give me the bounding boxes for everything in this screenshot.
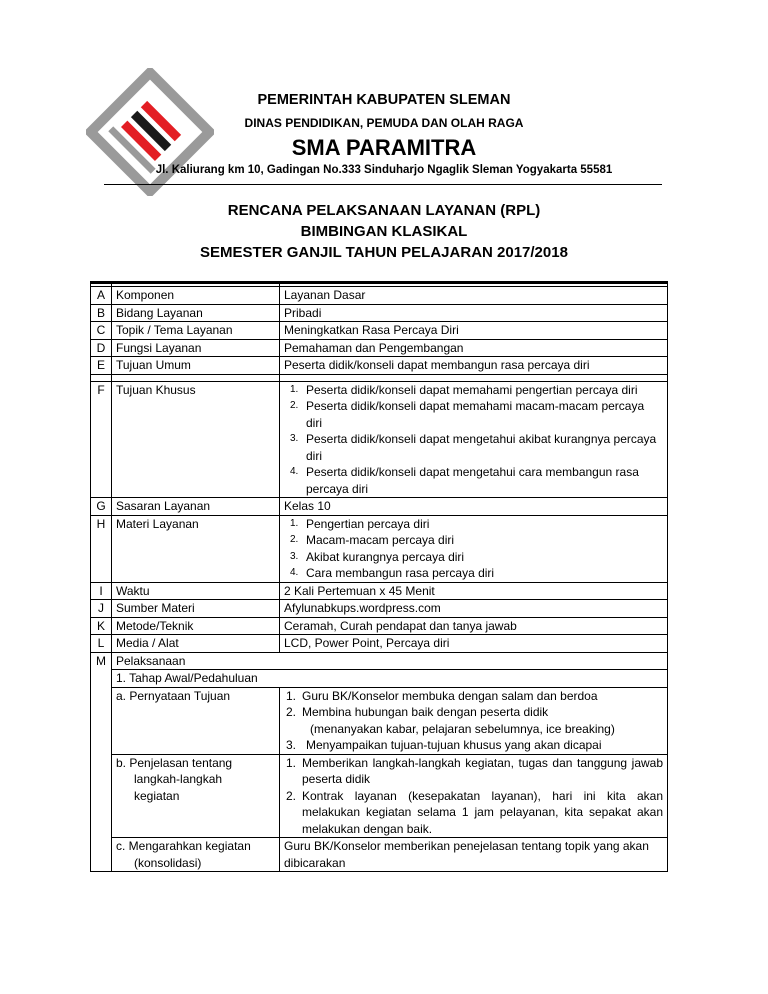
list-num: 2. (290, 534, 299, 545)
row-code: C (91, 322, 112, 340)
step-a-list (284, 688, 663, 754)
row-label: Tujuan Umum (112, 357, 280, 375)
header-divider (104, 184, 662, 185)
step-c-label-line: c. Mengarahkan kegiatan (116, 839, 251, 853)
doc-title-3: SEMESTER GANJIL TAHUN PELAJARAN 2017/2018 (200, 244, 568, 261)
list-num: 4. (290, 567, 299, 578)
table-row (91, 339, 668, 357)
row-label: Sumber Materi (112, 600, 280, 618)
list-item (284, 788, 663, 838)
list-text: Menyampaikan tujuan-tujuan khusus yang akan dicapai (306, 738, 602, 752)
header-gov: PEMERINTAH KABUPATEN SLEMAN (257, 92, 511, 108)
table-row-stage (91, 670, 668, 688)
list-text: Peserta didik/konseli dapat mengetahui cara membangun rasa percaya diri (306, 465, 639, 496)
table-row-tujuan-khusus (91, 381, 668, 498)
table-row (91, 600, 668, 618)
row-label: Bidang Layanan (112, 304, 280, 322)
stage-label: 1. Tahap Awal/Pedahuluan (112, 670, 668, 688)
row-label: Tujuan Khusus (112, 381, 280, 498)
list-item (284, 688, 663, 705)
row-value: Meningkatkan Rasa Percaya Diri (280, 322, 668, 340)
row-label: Topik / Tema Layanan (112, 322, 280, 340)
row-code: K (91, 617, 112, 635)
table-row (91, 357, 668, 375)
list-item (284, 431, 663, 464)
list-text: Guru BK/Konselor membuka dengan salam dan berdoa (302, 688, 598, 703)
table-row-step-a (91, 687, 668, 754)
list-item (284, 721, 663, 738)
list-text: Kontrak layanan (kesepakatan layanan), hari ini kita akan melakukan kegiatan selama 1 jam pelayanan, kita sepakat akan melakukan dengan baik. (302, 788, 663, 836)
row-label: Fungsi Layanan (112, 339, 280, 357)
list-num: 2. (290, 400, 299, 411)
header-school: SMA PARAMITRA (291, 135, 477, 160)
row-value: Pribadi (280, 304, 668, 322)
list-item (284, 382, 663, 399)
rpl-table (90, 281, 668, 872)
school-logo (86, 68, 214, 196)
row-label: Komponen (112, 287, 280, 305)
row-code: L (91, 635, 112, 653)
step-c-label-line: (konsolidasi) (134, 855, 202, 870)
list-text: (menanyakan kabar, pelajaran sebelumnya, ice breaking) (310, 721, 615, 736)
materi-list (284, 516, 663, 582)
list-item (284, 755, 663, 788)
row-value: 2 Kali Pertemuan x 45 Menit (280, 582, 668, 600)
list-item (284, 704, 663, 721)
list-item (284, 737, 663, 754)
list-text: Peserta didik/konseli dapat memahami pengertian percaya diri (306, 382, 638, 397)
step-b-label (112, 754, 280, 838)
list-text: Akibat kurangnya percaya diri (306, 549, 465, 564)
header-address: Jl. Kaliurang km 10, Gadingan No.333 Sinduharjo Ngaglik Sleman Yogyakarta 55581 (155, 164, 613, 176)
row-label: Metode/Teknik (112, 617, 280, 635)
row-value: Afylunabkups.wordpress.com (280, 600, 668, 618)
row-value (280, 515, 668, 582)
step-b-label-line: langkah-langkah (134, 772, 223, 786)
row-value: Pemahaman dan Pengembangan (280, 339, 668, 357)
list-item (284, 532, 663, 549)
table-spacer-row (91, 374, 668, 381)
step-b-label-line: kegiatan (134, 788, 180, 803)
step-b-label-line: b. Penjelasan tentang (116, 755, 233, 770)
list-num: 2. (286, 705, 297, 719)
list-num: 3. (290, 550, 299, 562)
list-text: Peserta didik/konseli dapat memahami macam-macam percaya diri (306, 399, 645, 430)
list-num: 1. (290, 517, 299, 529)
step-c-label (112, 838, 280, 872)
row-code: F (91, 381, 112, 498)
list-text: Macam-macam percaya diri (306, 533, 455, 547)
list-item (284, 516, 663, 533)
row-code: E (91, 357, 112, 375)
row-label: Sasaran Layanan (112, 498, 280, 516)
row-code: D (91, 339, 112, 357)
list-num: 3. (286, 738, 297, 752)
list-item (284, 565, 663, 582)
list-item (284, 549, 663, 566)
row-code: H (91, 515, 112, 582)
header-dept: DINAS PENDIDIKAN, PEMUDA DAN OLAH RAGA (244, 116, 524, 130)
step-a-label: a. Pernyataan Tujuan (112, 687, 280, 754)
doc-title-2: BIMBINGAN KLASIKAL (300, 223, 468, 240)
row-code: B (91, 304, 112, 322)
table-row-materi (91, 515, 668, 582)
list-item (284, 398, 663, 431)
row-code: G (91, 498, 112, 516)
table-row (91, 635, 668, 653)
list-text: Pengertian percaya diri (306, 516, 430, 531)
table-row (91, 582, 668, 600)
doc-title-1: RENCANA PELAKSANAAN LAYANAN (RPL) (227, 202, 541, 219)
list-num: 3. (290, 433, 299, 444)
row-value: Ceramah, Curah pendapat dan tanya jawab (280, 617, 668, 635)
tujuan-khusus-list (284, 382, 663, 498)
table-row (91, 322, 668, 340)
table-row-step-b (91, 754, 668, 838)
table-row-step-c (91, 838, 668, 872)
list-num: 4. (290, 466, 299, 477)
step-b-list (284, 755, 663, 838)
list-text: Peserta didik/konseli dapat mengetahui akibat kurangnya percaya diri (306, 432, 657, 463)
row-code: A (91, 287, 112, 305)
row-value: Peserta didik/konseli dapat membangun rasa percaya diri (280, 357, 668, 375)
table-row (91, 304, 668, 322)
step-c-content: Guru BK/Konselor memberikan penejelasan tentang topik yang akan dibicarakan (280, 838, 668, 872)
row-label: Materi Layanan (112, 515, 280, 582)
table-row-pelaksanaan (91, 652, 668, 670)
row-value: LCD, Power Point, Percaya diri (280, 635, 668, 653)
row-value (280, 381, 668, 498)
table-row (91, 498, 668, 516)
row-label: Media / Alat (112, 635, 280, 653)
list-num: 2. (286, 788, 297, 803)
row-value: Kelas 10 (280, 498, 668, 516)
row-label: Waktu (112, 582, 280, 600)
list-num: 1. (290, 383, 299, 395)
list-text: Cara membangun rasa percaya diri (306, 566, 495, 580)
row-label: Pelaksanaan (112, 652, 668, 670)
row-code: M (91, 652, 112, 872)
step-b-content (280, 754, 668, 838)
list-text: Membina hubungan baik dengan peserta didik (302, 705, 549, 719)
table-row (91, 617, 668, 635)
row-code: J (91, 600, 112, 618)
row-code: I (91, 582, 112, 600)
table-row (91, 287, 668, 305)
list-item (284, 464, 663, 497)
step-a-content (280, 687, 668, 754)
list-num: 1. (286, 755, 297, 770)
list-text: Memberikan langkah-langkah kegiatan, tugas dan tanggung jawab peserta didik (302, 755, 663, 786)
list-num: 1. (286, 688, 297, 703)
row-value: Layanan Dasar (280, 287, 668, 305)
